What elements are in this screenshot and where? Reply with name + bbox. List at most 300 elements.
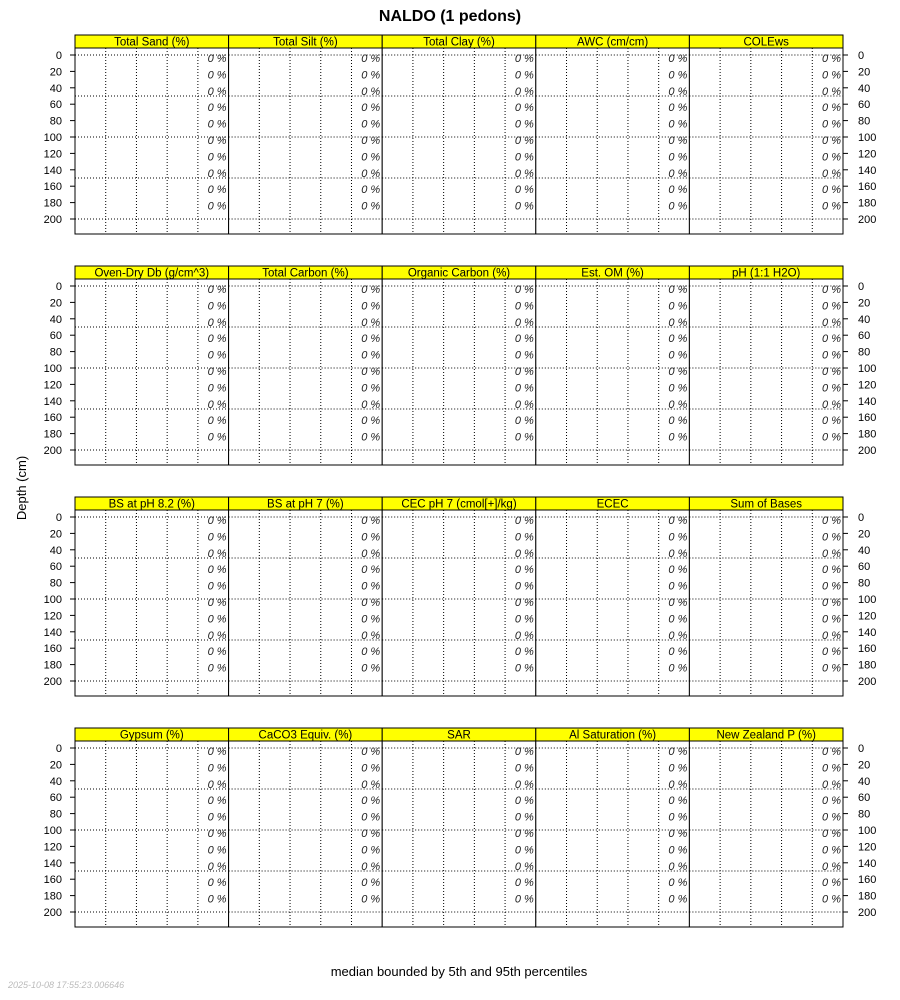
contributing-fraction-label: 0 % <box>668 662 688 675</box>
y-tick-label-left: 140 <box>43 626 62 639</box>
contributing-fraction-label: 0 % <box>361 284 381 296</box>
contributing-fraction-label: 0 % <box>514 349 534 362</box>
y-tick-label-right: 60 <box>858 330 871 343</box>
contributing-fraction-label: 0 % <box>822 844 841 857</box>
contributing-fraction-label: 0 % <box>361 564 381 577</box>
panel <box>536 35 690 234</box>
contributing-fraction-label: 0 % <box>822 646 841 659</box>
y-tick-label-left: 160 <box>43 412 62 425</box>
y-tick-label-right: 140 <box>858 164 877 177</box>
y-tick-label-right: 100 <box>858 594 877 606</box>
contributing-fraction-label: 0 % <box>668 151 688 164</box>
panel <box>75 497 229 696</box>
contributing-fraction-label: 0 % <box>668 828 688 840</box>
contributing-fraction-label: 0 % <box>822 398 841 411</box>
contributing-fraction-label: 0 % <box>361 547 381 560</box>
contributing-fraction-label: 0 % <box>822 778 841 791</box>
y-tick-label-left: 60 <box>49 330 62 343</box>
contributing-fraction-label: 0 % <box>514 613 534 626</box>
contributing-fraction-label: 0 % <box>207 135 227 147</box>
contributing-fraction-label: 0 % <box>361 151 381 164</box>
y-tick-label-left: 140 <box>43 164 62 177</box>
y-tick-label-right: 140 <box>858 626 877 639</box>
contributing-fraction-label: 0 % <box>514 646 534 659</box>
contributing-fraction-label: 0 % <box>668 366 688 378</box>
contributing-fraction-label: 0 % <box>207 300 227 313</box>
panel <box>229 728 383 927</box>
contributing-fraction-label: 0 % <box>514 597 534 609</box>
contributing-fraction-label: 0 % <box>361 746 381 758</box>
contributing-fraction-label: 0 % <box>822 284 841 296</box>
panel-body <box>382 279 536 465</box>
y-tick-label-right: 20 <box>858 528 871 541</box>
contributing-fraction-label: 0 % <box>361 300 381 313</box>
contributing-fraction-label: 0 % <box>822 349 841 362</box>
contributing-fraction-label: 0 % <box>207 284 227 296</box>
contributing-fraction-label: 0 % <box>668 580 688 593</box>
contributing-fraction-label: 0 % <box>822 795 841 808</box>
contributing-fraction-label: 0 % <box>361 646 381 659</box>
contributing-fraction-label: 0 % <box>207 431 227 444</box>
contributing-fraction-label: 0 % <box>668 135 688 147</box>
contributing-fraction-label: 0 % <box>361 69 381 82</box>
panel-body <box>536 48 690 234</box>
contributing-fraction-label: 0 % <box>361 85 381 98</box>
y-tick-label-right: 200 <box>858 214 877 226</box>
y-tick-label-left: 100 <box>43 594 62 606</box>
panel <box>229 266 383 465</box>
y-tick-label-left: 100 <box>43 825 62 837</box>
panel-title: Total Sand (%) <box>114 36 190 49</box>
y-tick-label-left: 60 <box>49 99 62 112</box>
contributing-fraction-label: 0 % <box>361 200 381 213</box>
contributing-fraction-label: 0 % <box>668 415 688 428</box>
contributing-fraction-label: 0 % <box>668 167 688 180</box>
contributing-fraction-label: 0 % <box>361 398 381 411</box>
contributing-fraction-label: 0 % <box>207 515 227 527</box>
contributing-fraction-label: 0 % <box>207 597 227 609</box>
contributing-fraction-label: 0 % <box>822 333 841 346</box>
panel-body <box>75 741 229 927</box>
contributing-fraction-label: 0 % <box>822 580 841 593</box>
y-tick-label-left: 180 <box>43 428 62 441</box>
contributing-fraction-label: 0 % <box>361 531 381 544</box>
contributing-fraction-label: 0 % <box>668 564 688 577</box>
contributing-fraction-label: 0 % <box>207 860 227 873</box>
contributing-fraction-label: 0 % <box>822 135 841 147</box>
contributing-fraction-label: 0 % <box>668 778 688 791</box>
panel-title: Total Carbon (%) <box>262 267 349 280</box>
y-tick-label-left: 0 <box>55 743 62 755</box>
panel-body <box>229 279 383 465</box>
contributing-fraction-label: 0 % <box>668 893 688 906</box>
contributing-fraction-label: 0 % <box>514 877 534 890</box>
contributing-fraction-label: 0 % <box>668 53 688 65</box>
contributing-fraction-label: 0 % <box>514 762 534 775</box>
contributing-fraction-label: 0 % <box>822 200 841 213</box>
contributing-fraction-label: 0 % <box>361 828 381 840</box>
y-tick-label-right: 100 <box>858 363 877 375</box>
contributing-fraction-label: 0 % <box>514 300 534 313</box>
contributing-fraction-label: 0 % <box>822 118 841 131</box>
contributing-fraction-label: 0 % <box>514 85 534 98</box>
contributing-fraction-label: 0 % <box>207 69 227 82</box>
panel-title: Total Clay (%) <box>423 36 495 49</box>
contributing-fraction-label: 0 % <box>361 597 381 609</box>
y-tick-label-right: 160 <box>858 643 877 656</box>
panel-body <box>689 279 843 465</box>
contributing-fraction-label: 0 % <box>668 333 688 346</box>
y-tick-label-right: 20 <box>858 297 871 310</box>
panel <box>382 35 536 234</box>
contributing-fraction-label: 0 % <box>514 515 534 527</box>
y-tick-label-right: 60 <box>858 561 871 574</box>
panel-title: CEC pH 7 (cmol[+]/kg) <box>401 498 517 511</box>
y-tick-label-right: 40 <box>858 82 871 95</box>
contributing-fraction-label: 0 % <box>361 844 381 857</box>
contributing-fraction-label: 0 % <box>668 762 688 775</box>
y-tick-label-right: 140 <box>858 857 877 870</box>
contributing-fraction-label: 0 % <box>361 431 381 444</box>
panel-title: Gypsum (%) <box>119 729 184 742</box>
contributing-fraction-label: 0 % <box>668 300 688 313</box>
panel-title: AWC (cm/cm) <box>577 36 649 49</box>
panels-layer <box>44 35 877 927</box>
contributing-fraction-label: 0 % <box>668 860 688 873</box>
contributing-fraction-label: 0 % <box>207 531 227 544</box>
contributing-fraction-label: 0 % <box>207 333 227 346</box>
contributing-fraction-label: 0 % <box>668 746 688 758</box>
contributing-fraction-label: 0 % <box>514 893 534 906</box>
panel-body <box>75 279 229 465</box>
y-tick-label-right: 160 <box>858 412 877 425</box>
y-tick-label-left: 0 <box>55 512 62 524</box>
contributing-fraction-label: 0 % <box>361 613 381 626</box>
contributing-fraction-label: 0 % <box>207 118 227 131</box>
panel <box>382 266 536 465</box>
contributing-fraction-label: 0 % <box>514 795 534 808</box>
panel-row <box>44 266 877 465</box>
panel-title: ECEC <box>596 498 629 511</box>
contributing-fraction-label: 0 % <box>514 415 534 428</box>
y-tick-label-left: 0 <box>55 50 62 62</box>
y-tick-label-right: 160 <box>858 181 877 194</box>
panel-body <box>229 510 383 696</box>
y-tick-label-left: 120 <box>43 610 62 623</box>
y-tick-label-right: 0 <box>858 512 865 524</box>
contributing-fraction-label: 0 % <box>514 844 534 857</box>
contributing-fraction-label: 0 % <box>822 547 841 560</box>
contributing-fraction-label: 0 % <box>822 85 841 98</box>
y-tick-label-left: 20 <box>49 759 62 772</box>
y-tick-label-left: 60 <box>49 792 62 805</box>
contributing-fraction-label: 0 % <box>514 662 534 675</box>
contributing-fraction-label: 0 % <box>514 547 534 560</box>
y-tick-label-left: 80 <box>49 346 62 359</box>
panel-row <box>44 35 877 234</box>
contributing-fraction-label: 0 % <box>207 828 227 840</box>
panel-body <box>536 741 690 927</box>
contributing-fraction-label: 0 % <box>361 762 381 775</box>
panel-title: COLEws <box>743 36 789 49</box>
contributing-fraction-label: 0 % <box>207 167 227 180</box>
panel-row <box>44 497 877 696</box>
contributing-fraction-label: 0 % <box>361 860 381 873</box>
contributing-fraction-label: 0 % <box>668 398 688 411</box>
y-tick-label-right: 180 <box>858 890 877 903</box>
y-tick-label-right: 0 <box>858 50 865 62</box>
y-tick-label-right: 80 <box>858 577 871 590</box>
y-tick-label-right: 80 <box>858 346 871 359</box>
contributing-fraction-label: 0 % <box>514 333 534 346</box>
y-tick-label-right: 200 <box>858 676 877 688</box>
contributing-fraction-label: 0 % <box>822 53 841 65</box>
panel <box>689 35 843 234</box>
contributing-fraction-label: 0 % <box>361 662 381 675</box>
contributing-fraction-label: 0 % <box>668 349 688 362</box>
panel-body <box>229 741 383 927</box>
contributing-fraction-label: 0 % <box>207 547 227 560</box>
y-tick-label-left: 0 <box>55 281 62 293</box>
y-tick-label-right: 20 <box>858 759 871 772</box>
panel-body <box>229 48 383 234</box>
contributing-fraction-label: 0 % <box>668 844 688 857</box>
contributing-fraction-label: 0 % <box>361 135 381 147</box>
timestamp: 2025-10-08 17:55:23.006646 <box>8 980 125 990</box>
contributing-fraction-label: 0 % <box>822 167 841 180</box>
y-tick-label-left: 200 <box>43 907 62 919</box>
panel <box>536 266 690 465</box>
contributing-fraction-label: 0 % <box>361 366 381 378</box>
contributing-fraction-label: 0 % <box>207 316 227 329</box>
y-tick-label-right: 0 <box>858 743 865 755</box>
contributing-fraction-label: 0 % <box>207 349 227 362</box>
y-tick-label-right: 120 <box>858 610 877 623</box>
contributing-fraction-label: 0 % <box>514 69 534 82</box>
panel <box>75 35 229 234</box>
contributing-fraction-label: 0 % <box>514 580 534 593</box>
contributing-fraction-label: 0 % <box>822 515 841 527</box>
contributing-fraction-label: 0 % <box>207 778 227 791</box>
panel <box>229 497 383 696</box>
panel-body <box>689 510 843 696</box>
panel-title: Sum of Bases <box>730 498 802 511</box>
y-tick-label-left: 180 <box>43 659 62 672</box>
y-tick-label-right: 0 <box>858 281 865 293</box>
contributing-fraction-label: 0 % <box>668 515 688 527</box>
y-tick-label-left: 200 <box>43 214 62 226</box>
contributing-fraction-label: 0 % <box>668 646 688 659</box>
y-tick-label-left: 120 <box>43 379 62 392</box>
contributing-fraction-label: 0 % <box>668 184 688 197</box>
contributing-fraction-label: 0 % <box>361 795 381 808</box>
panel-title: pH (1:1 H2O) <box>732 267 801 280</box>
contributing-fraction-label: 0 % <box>514 531 534 544</box>
contributing-fraction-label: 0 % <box>361 580 381 593</box>
panel-body <box>536 279 690 465</box>
y-tick-label-right: 120 <box>858 379 877 392</box>
contributing-fraction-label: 0 % <box>514 135 534 147</box>
contributing-fraction-label: 0 % <box>822 597 841 609</box>
panel-body <box>382 741 536 927</box>
contributing-fraction-label: 0 % <box>822 300 841 313</box>
contributing-fraction-label: 0 % <box>207 877 227 890</box>
y-tick-label-left: 120 <box>43 148 62 161</box>
panel-body <box>382 48 536 234</box>
contributing-fraction-label: 0 % <box>668 877 688 890</box>
y-tick-label-left: 60 <box>49 561 62 574</box>
contributing-fraction-label: 0 % <box>361 629 381 642</box>
panel-title: SAR <box>447 729 471 742</box>
y-tick-label-right: 20 <box>858 66 871 79</box>
contributing-fraction-label: 0 % <box>361 778 381 791</box>
contributing-fraction-label: 0 % <box>514 184 534 197</box>
y-tick-label-left: 40 <box>49 775 62 788</box>
x-axis-label: median bounded by 5th and 95th percentiles <box>330 964 588 979</box>
y-tick-label-right: 80 <box>858 115 871 128</box>
panel-body <box>689 48 843 234</box>
panel-title: Organic Carbon (%) <box>407 267 511 280</box>
y-tick-label-left: 80 <box>49 115 62 128</box>
contributing-fraction-label: 0 % <box>207 629 227 642</box>
contributing-fraction-label: 0 % <box>668 102 688 115</box>
contributing-fraction-label: 0 % <box>514 366 534 378</box>
contributing-fraction-label: 0 % <box>514 151 534 164</box>
contributing-fraction-label: 0 % <box>668 431 688 444</box>
contributing-fraction-label: 0 % <box>361 118 381 131</box>
contributing-fraction-label: 0 % <box>207 811 227 824</box>
contributing-fraction-label: 0 % <box>207 613 227 626</box>
y-tick-label-right: 180 <box>858 659 877 672</box>
contributing-fraction-label: 0 % <box>361 53 381 65</box>
y-tick-label-left: 120 <box>43 841 62 854</box>
y-tick-label-right: 40 <box>858 544 871 557</box>
panel <box>536 497 690 696</box>
contributing-fraction-label: 0 % <box>822 531 841 544</box>
panel-title: BS at pH 8.2 (%) <box>108 498 195 511</box>
y-tick-label-left: 100 <box>43 132 62 144</box>
y-tick-label-right: 40 <box>858 313 871 326</box>
contributing-fraction-label: 0 % <box>514 382 534 395</box>
contributing-fraction-label: 0 % <box>514 398 534 411</box>
y-tick-label-left: 80 <box>49 577 62 590</box>
contributing-fraction-label: 0 % <box>668 547 688 560</box>
contributing-fraction-label: 0 % <box>207 746 227 758</box>
chart-title: NALDO (1 pedons) <box>378 8 522 25</box>
contributing-fraction-label: 0 % <box>822 69 841 82</box>
y-tick-label-right: 60 <box>858 792 871 805</box>
y-tick-label-left: 160 <box>43 874 62 887</box>
contributing-fraction-label: 0 % <box>361 415 381 428</box>
y-tick-label-right: 180 <box>858 428 877 441</box>
contributing-fraction-label: 0 % <box>822 860 841 873</box>
contributing-fraction-label: 0 % <box>207 200 227 213</box>
contributing-fraction-label: 0 % <box>822 382 841 395</box>
contributing-fraction-label: 0 % <box>514 102 534 115</box>
y-tick-label-left: 140 <box>43 857 62 870</box>
contributing-fraction-label: 0 % <box>514 284 534 296</box>
contributing-fraction-label: 0 % <box>207 893 227 906</box>
panel-title: Est. OM (%) <box>581 267 644 280</box>
contributing-fraction-label: 0 % <box>822 828 841 840</box>
contributing-fraction-label: 0 % <box>822 102 841 115</box>
panel-title: New Zealand P (%) <box>716 729 816 742</box>
y-tick-label-right: 160 <box>858 874 877 887</box>
contributing-fraction-label: 0 % <box>207 762 227 775</box>
contributing-fraction-label: 0 % <box>668 200 688 213</box>
contributing-fraction-label: 0 % <box>207 646 227 659</box>
contributing-fraction-label: 0 % <box>361 167 381 180</box>
contributing-fraction-label: 0 % <box>207 398 227 411</box>
y-tick-label-right: 80 <box>858 808 871 821</box>
y-tick-label-right: 40 <box>858 775 871 788</box>
contributing-fraction-label: 0 % <box>361 893 381 906</box>
contributing-fraction-label: 0 % <box>514 316 534 329</box>
contributing-fraction-label: 0 % <box>822 613 841 626</box>
contributing-fraction-label: 0 % <box>361 184 381 197</box>
y-tick-label-right: 100 <box>858 825 877 837</box>
y-tick-label-right: 60 <box>858 99 871 112</box>
contributing-fraction-label: 0 % <box>207 580 227 593</box>
panel-body <box>75 510 229 696</box>
contributing-fraction-label: 0 % <box>514 431 534 444</box>
panel <box>689 266 843 465</box>
contributing-fraction-label: 0 % <box>668 811 688 824</box>
contributing-fraction-label: 0 % <box>207 85 227 98</box>
y-tick-label-left: 40 <box>49 82 62 95</box>
y-tick-label-left: 160 <box>43 181 62 194</box>
y-tick-label-left: 100 <box>43 363 62 375</box>
contributing-fraction-label: 0 % <box>207 844 227 857</box>
contributing-fraction-label: 0 % <box>361 316 381 329</box>
y-tick-label-left: 180 <box>43 197 62 210</box>
contributing-fraction-label: 0 % <box>668 597 688 609</box>
y-tick-label-right: 200 <box>858 445 877 457</box>
contributing-fraction-label: 0 % <box>361 515 381 527</box>
contributing-fraction-label: 0 % <box>207 102 227 115</box>
contributing-fraction-label: 0 % <box>514 778 534 791</box>
contributing-fraction-label: 0 % <box>361 333 381 346</box>
contributing-fraction-label: 0 % <box>207 53 227 65</box>
panel <box>75 728 229 927</box>
contributing-fraction-label: 0 % <box>514 118 534 131</box>
contributing-fraction-label: 0 % <box>668 69 688 82</box>
contributing-fraction-label: 0 % <box>668 284 688 296</box>
contributing-fraction-label: 0 % <box>514 860 534 873</box>
panel <box>75 266 229 465</box>
contributing-fraction-label: 0 % <box>668 382 688 395</box>
contributing-fraction-label: 0 % <box>822 431 841 444</box>
contributing-fraction-label: 0 % <box>668 531 688 544</box>
panel <box>229 35 383 234</box>
panel <box>382 728 536 927</box>
y-tick-label-left: 40 <box>49 544 62 557</box>
contributing-fraction-label: 0 % <box>822 184 841 197</box>
y-tick-label-right: 140 <box>858 395 877 408</box>
contributing-fraction-label: 0 % <box>822 662 841 675</box>
panel-body <box>536 510 690 696</box>
contributing-fraction-label: 0 % <box>822 151 841 164</box>
y-tick-label-left: 200 <box>43 445 62 457</box>
contributing-fraction-label: 0 % <box>668 795 688 808</box>
contributing-fraction-label: 0 % <box>514 629 534 642</box>
contributing-fraction-label: 0 % <box>207 184 227 197</box>
panel <box>689 728 843 927</box>
y-tick-label-left: 200 <box>43 676 62 688</box>
contributing-fraction-label: 0 % <box>668 613 688 626</box>
contributing-fraction-label: 0 % <box>361 382 381 395</box>
contributing-fraction-label: 0 % <box>668 85 688 98</box>
